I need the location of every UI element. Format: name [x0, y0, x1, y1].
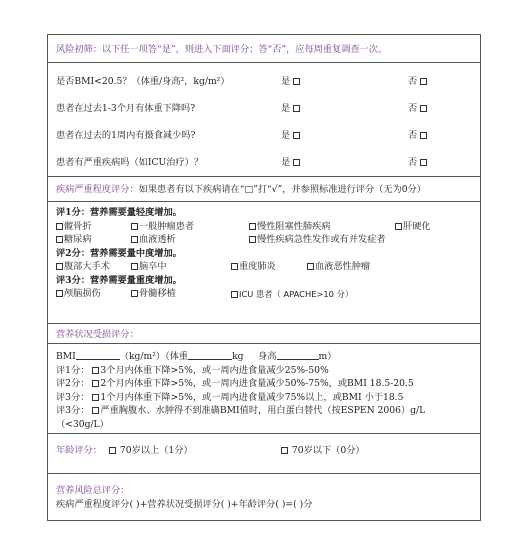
checkbox-icon	[293, 132, 300, 139]
disease-option[interactable]: 慢性疾病急性发作或有并发症者	[249, 233, 386, 247]
nutrition-header: 营养状况受损评分：	[48, 323, 480, 343]
checkbox-icon	[420, 78, 427, 85]
item-score: 评3分：	[56, 405, 90, 416]
item-text: 严重胸腹水、水肿得不到准确BMI值时，用白蛋白替代（按ESPEN 2006）g/L	[100, 405, 426, 416]
disease-option[interactable]: ICU 患者（ APACHE>10 分）	[231, 288, 353, 302]
no-option[interactable]: 否	[408, 154, 428, 168]
score1-title: 评1分：营养需要量轻度增加。	[56, 207, 182, 218]
bmi-label: BMI	[56, 351, 76, 362]
nutrition-risk-form	[47, 34, 481, 521]
checkbox-icon	[420, 132, 427, 139]
item-score: 评1分：	[56, 364, 90, 376]
disease-severity-instruction: 如果患者有以下疾病请在“□”打“√”，并参照标准进行评分（无为0分）	[138, 184, 426, 195]
disease-option[interactable]: 骨髓移植	[131, 287, 176, 301]
height-unit: m）	[318, 351, 337, 362]
checkbox-icon[interactable]	[92, 407, 99, 414]
disease-option[interactable]: 颅脑损伤	[56, 287, 101, 301]
checkbox-icon	[131, 223, 138, 230]
disease-option[interactable]: 髋骨折	[56, 220, 92, 234]
checkbox-icon	[420, 105, 427, 112]
disease-option[interactable]: 脑卒中	[131, 260, 167, 274]
no-option[interactable]: 否	[408, 100, 428, 114]
item-score: 评2分：	[56, 378, 90, 389]
age-label: 年龄评分：	[56, 445, 102, 456]
checkbox-icon	[281, 447, 288, 454]
bmi-measure-row	[56, 350, 472, 364]
checkbox-icon	[231, 263, 238, 270]
checkbox-icon	[131, 290, 138, 297]
checkbox-icon	[293, 159, 300, 166]
total-formula[interactable]: 疾病严重程度评分( )+营养状况受损评分( )+年龄评分( )=( )分	[56, 498, 313, 510]
screening-questions	[48, 62, 480, 177]
checkbox-icon	[56, 236, 63, 243]
checkbox-icon[interactable]	[92, 394, 99, 401]
disease-option[interactable]: 慢性阻塞性肺疾病	[249, 220, 331, 234]
disease-option[interactable]: 肝硬化	[395, 220, 431, 234]
item-text: 2个月内体重下降>5%，或一周内进食量减少50%-75%，或BMI 18.5-20.5	[100, 378, 414, 389]
yes-option[interactable]: 是	[281, 127, 301, 141]
height-label: 身高	[258, 351, 277, 362]
question-text: 患者有严重疾病吗（如ICU治疗）？	[56, 157, 204, 168]
checkbox-icon	[293, 78, 300, 85]
nutrition-item	[56, 391, 472, 405]
no-option[interactable]: 否	[408, 73, 428, 87]
score3-row	[56, 287, 472, 301]
checkbox-icon	[56, 290, 63, 297]
score2-row	[56, 260, 472, 274]
bmi-input[interactable]	[76, 350, 120, 360]
question-text: 是否BMI<20.5？（体重/身高²，kg/m²）	[56, 76, 230, 87]
disease-severity-label: 疾病严重程度评分：	[56, 184, 139, 195]
weight-input[interactable]	[188, 350, 232, 360]
item-text: 1个月内体重下降>5%，或一周内进食量减少75%以上，或BMI 小于18.5	[100, 391, 404, 403]
item-score: 评3分：	[56, 391, 90, 403]
disease-option[interactable]: 重度肺炎	[231, 260, 276, 274]
disease-severity-header	[48, 176, 480, 201]
risk-screening-intro: 风险初筛：以下任一项答“是”，则进入下面评分；答“否”，应每周重复调查一次。	[56, 44, 388, 55]
nutrition-item	[56, 404, 472, 418]
checkbox-icon	[131, 236, 138, 243]
nutrition-item	[56, 364, 472, 378]
age-option-under-70[interactable]: 70岁以下（0分）	[278, 444, 365, 457]
checkbox-icon	[109, 447, 116, 454]
score2-title: 评2分：营养需要量中度增加。	[56, 247, 182, 259]
checkbox-icon	[131, 263, 138, 270]
checkbox-icon	[56, 263, 63, 270]
age-option-over-70[interactable]: 70岁以上（1分）	[106, 444, 193, 457]
bmi-unit: （kg/m²）（体重	[119, 351, 189, 362]
height-input[interactable]	[277, 350, 319, 360]
checkbox-icon	[293, 105, 300, 112]
checkbox-icon	[249, 223, 256, 230]
checkbox-icon[interactable]	[92, 380, 99, 387]
disease-option[interactable]: 血液恶性肿瘤	[307, 260, 370, 274]
no-option[interactable]: 否	[408, 127, 428, 141]
disease-severity-scores	[48, 201, 480, 323]
question-text: 患者在过去的1周内有摄食减少吗?	[56, 130, 196, 141]
question-text: 患者在过去1-3个月有体重下降吗?	[56, 103, 196, 114]
checkbox-icon	[56, 223, 63, 230]
checkbox-icon	[249, 236, 256, 243]
checkbox-icon[interactable]	[92, 367, 99, 374]
yes-option[interactable]: 是	[281, 100, 301, 114]
checkbox-icon	[307, 263, 314, 270]
yes-option[interactable]: 是	[281, 154, 301, 168]
score1-row1	[56, 220, 472, 234]
nutrition-item	[56, 377, 472, 391]
nutrition-scores	[48, 343, 480, 433]
total-section	[48, 473, 480, 522]
weight-unit: kg	[232, 351, 244, 362]
age-section	[48, 433, 480, 473]
checkbox-icon	[395, 223, 402, 230]
item-text: 3个月内体重下降>5%，或一周内进食量减少25%-50%	[100, 364, 329, 376]
score3-title: 评3分：营养需要量重度增加。	[56, 274, 182, 286]
total-label: 营养风险总评分：	[56, 485, 130, 496]
albumin-continuation: （<30g/L）	[56, 418, 109, 430]
checkbox-icon	[420, 159, 427, 166]
checkbox-icon	[231, 291, 238, 298]
disease-option[interactable]: 一般肿瘤患者	[131, 220, 194, 234]
disease-option[interactable]: 腹部大手术	[56, 260, 110, 274]
disease-option[interactable]: 血液透析	[131, 233, 176, 247]
yes-option[interactable]: 是	[281, 73, 301, 87]
score1-row2	[56, 233, 472, 247]
disease-option[interactable]: 糖尿病	[56, 233, 92, 247]
